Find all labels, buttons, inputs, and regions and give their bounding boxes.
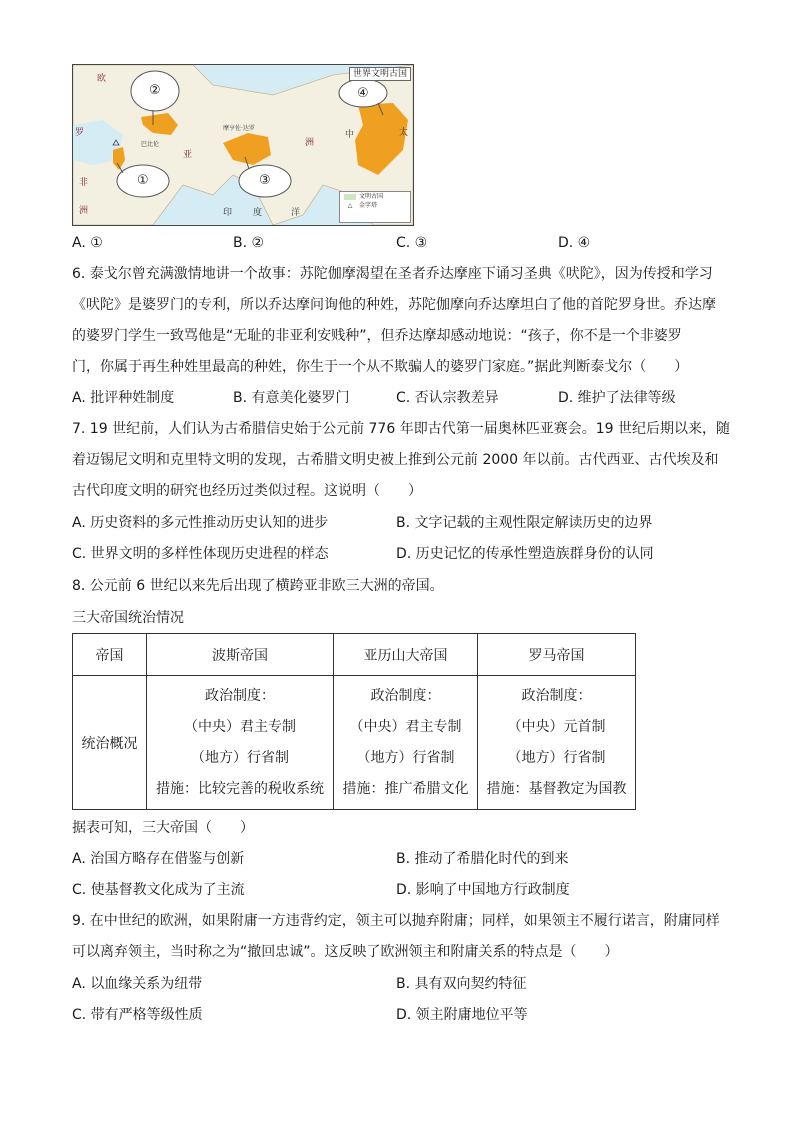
region-fei: 非 [79, 178, 89, 188]
map-label-3: ③ [259, 173, 271, 188]
q9-option-d[interactable]: D. 领主附庸地位平等 [396, 1007, 528, 1023]
place-babylon: 巴比伦 [141, 141, 160, 148]
rome-line-1: 政治制度： [521, 687, 592, 704]
persia-line-1: 政治制度： [205, 687, 275, 704]
q8-option-c[interactable]: C. 使基督教文化成为了主流 [72, 882, 245, 898]
rome-line-4: 措施：基督教定为国教 [486, 780, 627, 797]
table-caption: 三大帝国统治情况 [72, 610, 184, 626]
q8-option-d[interactable]: D. 影响了中国地方行政制度 [396, 882, 570, 898]
q9-option-b[interactable]: B. 具有双向契约特征 [396, 976, 527, 992]
q6-option-d[interactable]: D. 维护了法律等级 [558, 390, 676, 406]
region-zhou2: 洲 [79, 206, 89, 216]
map-title: 世界文明古国 [349, 67, 411, 81]
table-cell-persia [147, 676, 334, 810]
map-label-1: ① [137, 173, 149, 188]
q7-option-d[interactable]: D. 历史记忆的传承性塑造族群身份的认同 [396, 546, 654, 562]
persia-line-4: 措施：比较完善的税收系统 [156, 780, 324, 797]
q9-option-c[interactable]: C. 带有严格等级性质 [72, 1007, 203, 1023]
world-civilization-map [72, 64, 414, 226]
region-tai: 太 [399, 128, 409, 138]
table-header-rome: 罗马帝国 [478, 634, 636, 676]
region-yang: 洋 [291, 208, 301, 218]
alexander-line-3: （地方）行省制 [356, 749, 455, 766]
alexander-line-4: 措施：推广希腊文化 [342, 780, 469, 797]
q9-line-2: 可以离弃领主，当时称之为“撤回忠诚”。这反映了欧洲领主和附庸关系的特点是（ ） [72, 944, 619, 960]
q7-line-2: 着迈锡尼文明和克里特文明的发现，古希腊文明史被上推到公元前 2000 年以前。古代西亚、古代埃及和 [72, 452, 719, 468]
table-cell-alexander [334, 676, 478, 810]
legend-civ: 文明古国 [359, 193, 384, 200]
q7-line-3: 古代印度文明的研究也经历过类似过程。这说明（ ） [72, 483, 422, 499]
q6-option-c[interactable]: C. 否认宗教差异 [396, 390, 499, 406]
q5-option-c[interactable]: C. ③ [396, 235, 428, 251]
rome-line-2: （中央）元首制 [507, 718, 606, 735]
q8-option-b[interactable]: B. 推动了希腊化时代的到来 [396, 851, 569, 867]
q6-line-4: 门，你属于再生种姓里最高的种姓，你生于一个从不欺骗人的婆罗门家庭。”据此判断泰戈尔（ ） [72, 359, 689, 375]
legend-pyramid: 金字塔 [359, 202, 378, 209]
q7-option-a[interactable]: A. 历史资料的多元性推动历史认知的进步 [72, 515, 329, 531]
region-yindu: 印 [223, 208, 233, 218]
table-header-empire: 帝国 [73, 634, 147, 676]
q7-option-b[interactable]: B. 文字记载的主观性限定解读历史的边界 [396, 515, 653, 531]
region-du: 度 [253, 208, 263, 218]
q6-option-a[interactable]: A. 批评种姓制度 [72, 390, 175, 406]
alexander-line-1: 政治制度： [370, 687, 441, 704]
table-row-label: 统治概况 [73, 676, 147, 810]
region-luo: 罗 [75, 128, 85, 138]
map-label-4: ④ [357, 86, 369, 101]
region-ya: 亚 [183, 150, 193, 160]
q6-line-2: 《吠陀》是婆罗门的专利，所以乔达摩问询他的种姓，苏陀伽摩向乔达摩坦白了他的首陀罗身世。乔达摩 [72, 297, 716, 313]
q5-option-b[interactable]: B. ② [233, 235, 265, 251]
q8-stem: 8. 公元前 6 世纪以来先后出现了横跨亚非欧三大洲的帝国。 [72, 578, 444, 594]
q8-after: 据表可知，三大帝国（ ） [72, 820, 254, 836]
q6-line-1: 6. 泰戈尔曾充满激情地讲一个故事：苏陀伽摩渴望在圣者乔达摩座下诵习圣典《吠陀》，因为传授和学习 [72, 266, 713, 282]
persia-line-2: （中央）君主专制 [184, 718, 296, 735]
place-mohenjo: 摩亨佐·达罗 [223, 125, 255, 132]
persia-line-3: （地方）行省制 [191, 749, 289, 766]
q6-option-b[interactable]: B. 有意美化婆罗门 [233, 390, 350, 406]
table-header-alexander: 亚历山大帝国 [334, 634, 478, 676]
table-header-persia: 波斯帝国 [147, 634, 334, 676]
table-cell-rome [478, 676, 636, 810]
alexander-line-2: （中央）君主专制 [349, 718, 462, 735]
q5-option-d[interactable]: D. ④ [558, 235, 591, 251]
rome-line-3: （地方）行省制 [507, 749, 606, 766]
map-label-2: ② [149, 83, 161, 98]
q9-option-a[interactable]: A. 以血缘关系为纽带 [72, 976, 203, 992]
q7-option-c[interactable]: C. 世界文明的多样性体现历史进程的样态 [72, 546, 329, 562]
region-zhou: 洲 [305, 138, 315, 148]
q9-line-1: 9. 在中世纪的欧洲，如果附庸一方违背约定，领主可以抛弃附庸；同样，如果领主不履行诺言，附庸同样 [72, 913, 720, 929]
q8-option-a[interactable]: A. 治国方略存在借鉴与创新 [72, 851, 245, 867]
empires-table [72, 633, 636, 810]
region-ou: 欧 [97, 74, 107, 84]
q5-option-a[interactable]: A. ① [72, 235, 103, 251]
q7-line-1: 7. 19 世纪前，人们认为古希腊信史始于公元前 776 年即古代第一届奥林匹亚赛会。19 世纪后期以来，随 [72, 421, 730, 437]
q6-line-3: 的婆罗门学生一致骂他是“无耻的非亚利安贱种”，但乔达摩却感动地说：“孩子，你不是一个非婆罗 [72, 328, 682, 344]
region-zhong: 中 [345, 130, 355, 140]
map-legend: 文明古国 △ 金字塔 [339, 191, 411, 223]
